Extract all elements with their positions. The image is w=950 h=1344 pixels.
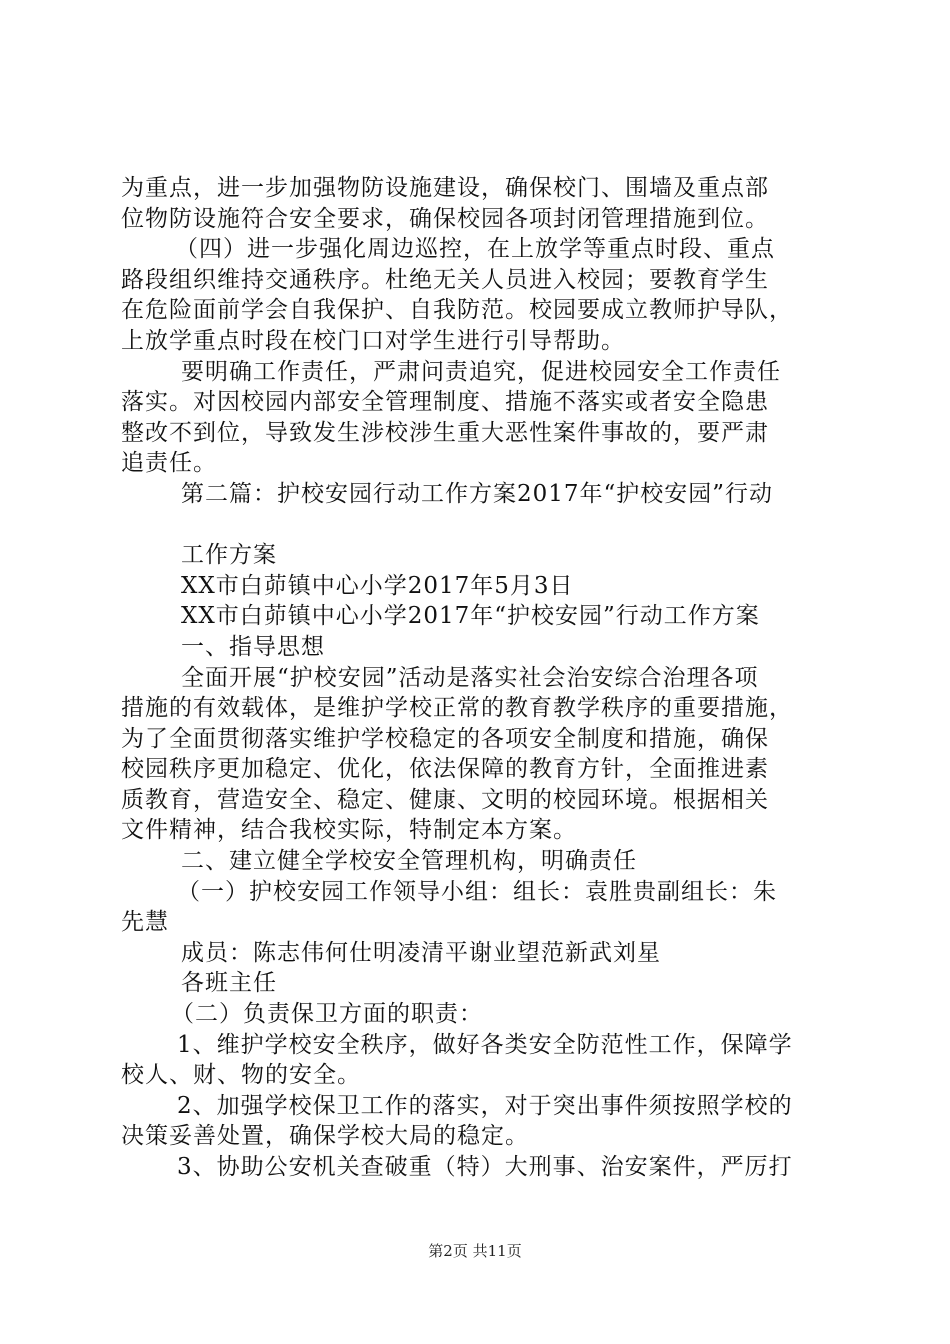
text-line: （二）负责保卫方面的职责： (171, 1001, 483, 1028)
text-line: （四）进一步强化周边巡控，在上放学等重点时段、重点 (175, 236, 775, 263)
text-line: 文件精神，结合我校实际，特制定本方案。 (121, 817, 577, 844)
text-line: 追责任。 (121, 450, 217, 477)
text-line: 落实。对因校园内部安全管理制度、措施不落实或者安全隐患 (121, 389, 769, 416)
text-line: 上放学重点时段在校门口对学生进行引导帮助。 (121, 327, 625, 354)
text-line: 路段组织维持交通秩序。杜绝无关人员进入校园；要教育学生 (121, 266, 769, 293)
section-heading: 第二篇：护校安园行动工作方案2017年“护校安园”行动 (181, 480, 774, 507)
text-line: 全面开展“护校安园”活动是落实社会治安综合治理各项 (181, 664, 759, 691)
text-line: 校园秩序更加稳定、优化，依法保障的教育方针，全面推进素 (121, 756, 769, 783)
text-line: 为了全面贯彻落实维护学校稳定的各项安全制度和措施，确保 (121, 725, 769, 752)
text-line: 2、加强学校保卫工作的落实，对于突出事件须按照学校的 (177, 1092, 793, 1119)
text-line: 校人、财、物的安全。 (121, 1062, 361, 1089)
text-line: 成员：陈志伟何仕明凌清平谢业望范新武刘星 (181, 939, 661, 966)
text-line: （一）护校安园工作领导小组：组长：袁胜贵副组长：朱 (177, 878, 777, 905)
text-line: 要明确工作责任，严肃问责追究，促进校园安全工作责任 (181, 358, 781, 385)
text-line: 位物防设施符合安全要求，确保校园各项封闭管理措施到位。 (121, 205, 769, 232)
section-heading: 一、指导思想 (181, 633, 325, 660)
document-title: XX市白茆镇中心小学2017年“护校安园”行动工作方案 (181, 603, 760, 630)
page-number: 第2页 共11页 (428, 1242, 522, 1260)
text-line: 质教育，营造安全、稳定、健康、文明的校园环境。根据相关 (121, 786, 769, 813)
section-heading: 二、建立健全学校安全管理机构，明确责任 (181, 848, 637, 875)
text-line: XX市白茆镇中心小学2017年5月3日 (181, 572, 574, 599)
text-line: 各班主任 (181, 970, 277, 997)
document-body (121, 173, 841, 1183)
text-line: 整改不到位，导致发生涉校涉生重大恶性案件事故的，要严肃 (121, 419, 769, 446)
text-line: 先慧 (121, 909, 169, 936)
text-line: 措施的有效载体，是维护学校正常的教育教学秩序的重要措施， (121, 695, 793, 722)
blank-line (121, 510, 841, 541)
text-line: 工作方案 (181, 542, 277, 569)
text-line: 3、协助公安机关查破重（特）大刑事、治安案件，严厉打 (177, 1154, 793, 1180)
text-line: 在危险面前学会自我保护、自我防范。校园要成立教师护导队， (121, 297, 793, 324)
text-line: 为重点，进一步加强物防设施建设，确保校门、围墙及重点部 (121, 175, 769, 201)
text-line: 决策妥善处置，确保学校大局的稳定。 (121, 1123, 529, 1150)
text-line: 1、维护学校安全秩序，做好各类安全防范性工作，保障学 (177, 1031, 793, 1058)
